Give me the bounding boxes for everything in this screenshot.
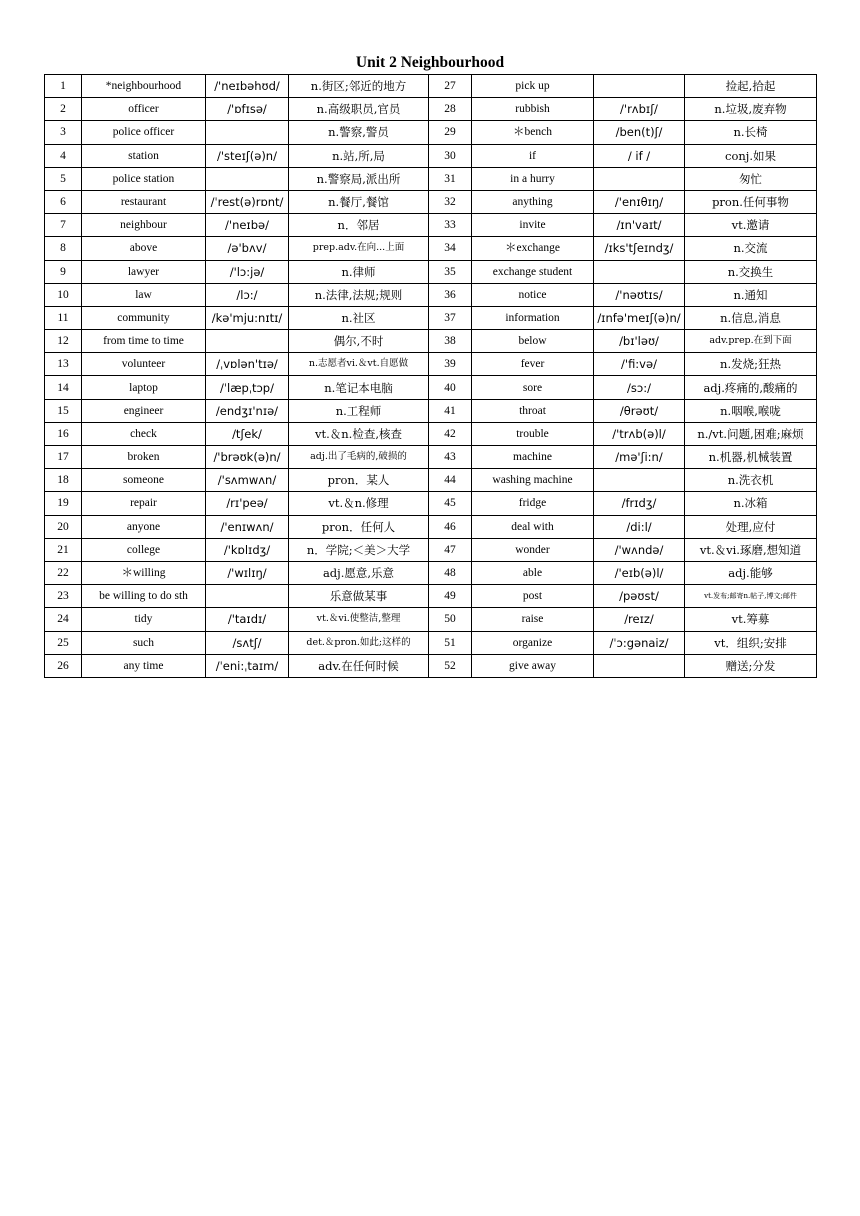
entry-phonetic: /ˈrest(ə)rɒnt/: [206, 190, 289, 213]
entry-meaning: 捡起,拾起: [685, 75, 817, 98]
entry-word: ＊willing: [82, 561, 206, 584]
entry-meaning: n.洗衣机: [685, 469, 817, 492]
table-row: [45, 446, 817, 469]
entry-meaning: prep.adv.在向...上面: [289, 237, 429, 260]
entry-meaning: n.站,所,局: [289, 144, 429, 167]
table-row: [45, 515, 817, 538]
entry-meaning: vt.＆vi.使整洁,整理: [289, 608, 429, 631]
entry-meaning: 匆忙: [685, 167, 817, 190]
entry-word: engineer: [82, 399, 206, 422]
entry-meaning: n.信息,消息: [685, 306, 817, 329]
entry-word: laptop: [82, 376, 206, 399]
entry-phonetic: /'ɒfɪsə/: [206, 98, 289, 121]
entry-phonetic: /'steɪʃ(ə)n/: [206, 144, 289, 167]
entry-meaning: vt.邀请: [685, 214, 817, 237]
table-row: [45, 190, 817, 213]
entry-meaning: n.警察,警员: [289, 121, 429, 144]
entry-meaning: n.机器,机械装置: [685, 446, 817, 469]
entry-phonetic: /ˈeni:ˌtaɪm/: [206, 654, 289, 677]
entry-meaning: vt.发布;邮寄n.帖子,博文;邮件: [685, 585, 817, 608]
table-row: [45, 399, 817, 422]
entry-meaning: n.社区: [289, 306, 429, 329]
table-row: [45, 492, 817, 515]
entry-number: 1: [45, 75, 82, 98]
entry-word: deal with: [472, 515, 594, 538]
entry-word: fever: [472, 353, 594, 376]
table-row: [45, 121, 817, 144]
table-row: [45, 283, 817, 306]
entry-word: in a hurry: [472, 167, 594, 190]
table-row: [45, 214, 817, 237]
entry-word: tidy: [82, 608, 206, 631]
table-row: [45, 585, 817, 608]
entry-phonetic: /reɪz/: [594, 608, 685, 631]
entry-word: such: [82, 631, 206, 654]
entry-meaning: 处理,应付: [685, 515, 817, 538]
entry-word: someone: [82, 469, 206, 492]
entry-phonetic: /'fi:və/: [594, 353, 685, 376]
entry-number: 2: [45, 98, 82, 121]
entry-phonetic: /θrəʊt/: [594, 399, 685, 422]
entry-meaning: n．邻居: [289, 214, 429, 237]
entry-number: 3: [45, 121, 82, 144]
entry-phonetic: /frɪdʒ/: [594, 492, 685, 515]
entry-word: check: [82, 422, 206, 445]
entry-number: 4: [45, 144, 82, 167]
entry-number: 36: [429, 283, 472, 306]
entry-word: *neighbourhood: [82, 75, 206, 98]
table-row: [45, 538, 817, 561]
entry-phonetic: /'sʌmwʌn/: [206, 469, 289, 492]
entry-phonetic: / if /: [594, 144, 685, 167]
entry-meaning: n.长椅: [685, 121, 817, 144]
entry-number: 26: [45, 654, 82, 677]
entry-word: above: [82, 237, 206, 260]
entry-number: 15: [45, 399, 82, 422]
entry-word: notice: [472, 283, 594, 306]
entry-meaning: n.发烧;狂热: [685, 353, 817, 376]
entry-phonetic: [206, 330, 289, 353]
entry-meaning: n./vt.问题,困难;麻烦: [685, 422, 817, 445]
entry-meaning: vt.＆n.修理: [289, 492, 429, 515]
entry-word: community: [82, 306, 206, 329]
entry-word: broken: [82, 446, 206, 469]
table-row: [45, 353, 817, 376]
entry-number: 33: [429, 214, 472, 237]
entry-phonetic: /ɪks'tʃeɪndʒ/: [594, 237, 685, 260]
entry-number: 11: [45, 306, 82, 329]
entry-phonetic: [594, 260, 685, 283]
table-row: [45, 167, 817, 190]
entry-phonetic: /kə'mju:nɪtɪ/: [206, 306, 289, 329]
entry-phonetic: [594, 167, 685, 190]
entry-number: 35: [429, 260, 472, 283]
entry-phonetic: /ˈɔ:gənaiz/: [594, 631, 685, 654]
entry-phonetic: /sɔ:/: [594, 376, 685, 399]
entry-number: 39: [429, 353, 472, 376]
entry-phonetic: /ˈlæpˌtɔp/: [206, 376, 289, 399]
entry-number: 30: [429, 144, 472, 167]
entry-number: 40: [429, 376, 472, 399]
entry-word: post: [472, 585, 594, 608]
entry-phonetic: /'enɪθɪŋ/: [594, 190, 685, 213]
table-row: [45, 75, 817, 98]
entry-phonetic: /ben(t)ʃ/: [594, 121, 685, 144]
entry-word: trouble: [472, 422, 594, 445]
entry-number: 12: [45, 330, 82, 353]
entry-number: 34: [429, 237, 472, 260]
entry-word: exchange student: [472, 260, 594, 283]
entry-meaning: pron．某人: [289, 469, 429, 492]
entry-number: 20: [45, 515, 82, 538]
entry-meaning: n.街区;邻近的地方: [289, 75, 429, 98]
entry-meaning: adv.在任何时候: [289, 654, 429, 677]
entry-number: 37: [429, 306, 472, 329]
entry-meaning: det.＆pron.如此;这样的: [289, 631, 429, 654]
entry-meaning: 乐意做某事: [289, 585, 429, 608]
entry-meaning: n.志愿者vi.＆vt.自愿做: [289, 353, 429, 376]
entry-meaning: n.高级职员,官员: [289, 98, 429, 121]
entry-meaning: n.咽喉,喉咙: [685, 399, 817, 422]
entry-meaning: n.工程师: [289, 399, 429, 422]
entry-number: 23: [45, 585, 82, 608]
entry-word: rubbish: [472, 98, 594, 121]
entry-meaning: adj.能够: [685, 561, 817, 584]
entry-number: 13: [45, 353, 82, 376]
entry-phonetic: /sʌtʃ/: [206, 631, 289, 654]
entry-number: 41: [429, 399, 472, 422]
entry-meaning: n.笔记本电脑: [289, 376, 429, 399]
table-row: [45, 260, 817, 283]
entry-phonetic: /rɪ'peə/: [206, 492, 289, 515]
entry-phonetic: /'lɔ:jə/: [206, 260, 289, 283]
entry-number: 46: [429, 515, 472, 538]
entry-meaning: n．学院;＜美＞大学: [289, 538, 429, 561]
entry-word: able: [472, 561, 594, 584]
entry-phonetic: /'nəʊtɪs/: [594, 283, 685, 306]
entry-word: information: [472, 306, 594, 329]
entry-phonetic: /'neɪbəhʊd/: [206, 75, 289, 98]
entry-number: 47: [429, 538, 472, 561]
entry-number: 10: [45, 283, 82, 306]
table-row: [45, 422, 817, 445]
entry-phonetic: /ɪn'vaɪt/: [594, 214, 685, 237]
entry-meaning: conj.如果: [685, 144, 817, 167]
entry-number: 48: [429, 561, 472, 584]
entry-phonetic: /mə'ʃi:n/: [594, 446, 685, 469]
entry-phonetic: /pəʊst/: [594, 585, 685, 608]
entry-number: 51: [429, 631, 472, 654]
entry-number: 5: [45, 167, 82, 190]
entry-meaning: vt.＆vi.琢磨,想知道: [685, 538, 817, 561]
entry-number: 25: [45, 631, 82, 654]
page-title: Unit 2 Neighbourhood: [355, 54, 505, 71]
entry-meaning: 赠送;分发: [685, 654, 817, 677]
entry-meaning: n.垃圾,废弃物: [685, 98, 817, 121]
entry-number: 42: [429, 422, 472, 445]
entry-meaning: n.法律,法规;规则: [289, 283, 429, 306]
entry-phonetic: [594, 654, 685, 677]
entry-word: law: [82, 283, 206, 306]
entry-phonetic: /di:l/: [594, 515, 685, 538]
entry-phonetic: /'brəʊk(ə)n/: [206, 446, 289, 469]
vocabulary-table: [44, 74, 817, 678]
entry-word: be willing to do sth: [82, 585, 206, 608]
entry-phonetic: /'neɪbə/: [206, 214, 289, 237]
entry-phonetic: /'rʌbɪʃ/: [594, 98, 685, 121]
entry-word: police station: [82, 167, 206, 190]
entry-number: 17: [45, 446, 82, 469]
table-row: [45, 330, 817, 353]
entry-meaning: 偶尔,不时: [289, 330, 429, 353]
entry-number: 27: [429, 75, 472, 98]
entry-number: 6: [45, 190, 82, 213]
entry-word: machine: [472, 446, 594, 469]
entry-word: station: [82, 144, 206, 167]
entry-number: 38: [429, 330, 472, 353]
entry-number: 24: [45, 608, 82, 631]
entry-word: officer: [82, 98, 206, 121]
table-row: [45, 237, 817, 260]
entry-phonetic: /ɪnfə'meɪʃ(ə)n/: [594, 306, 685, 329]
entry-word: from time to time: [82, 330, 206, 353]
entry-meaning: adv.prep.在到下面: [685, 330, 817, 353]
entry-phonetic: /'taɪdɪ/: [206, 608, 289, 631]
entry-phonetic: [206, 585, 289, 608]
entry-number: 43: [429, 446, 472, 469]
entry-meaning: adj.愿意,乐意: [289, 561, 429, 584]
table-row: [45, 608, 817, 631]
entry-phonetic: /ˌvɒlən'tɪə/: [206, 353, 289, 376]
entry-phonetic: [206, 167, 289, 190]
entry-meaning: adj.疼痛的,酸痛的: [685, 376, 817, 399]
entry-word: anyone: [82, 515, 206, 538]
entry-word: ＊bench: [472, 121, 594, 144]
entry-word: give away: [472, 654, 594, 677]
entry-word: throat: [472, 399, 594, 422]
entry-phonetic: [594, 469, 685, 492]
table-row: [45, 631, 817, 654]
entry-phonetic: /ə'bʌv/: [206, 237, 289, 260]
entry-word: organize: [472, 631, 594, 654]
entry-word: raise: [472, 608, 594, 631]
entry-word: invite: [472, 214, 594, 237]
entry-word: ＊exchange: [472, 237, 594, 260]
table-row: [45, 306, 817, 329]
entry-number: 45: [429, 492, 472, 515]
entry-phonetic: /'trʌb(ə)l/: [594, 422, 685, 445]
entry-number: 49: [429, 585, 472, 608]
entry-meaning: adj.出了毛病的,破损的: [289, 446, 429, 469]
table-row: [45, 561, 817, 584]
entry-meaning: pron.任何事物: [685, 190, 817, 213]
entry-word: neighbour: [82, 214, 206, 237]
vocabulary-table-body: [45, 75, 817, 678]
entry-number: 50: [429, 608, 472, 631]
entry-word: fridge: [472, 492, 594, 515]
entry-meaning: vt.＆n.检查,核查: [289, 422, 429, 445]
entry-meaning: n.警察局,派出所: [289, 167, 429, 190]
entry-number: 16: [45, 422, 82, 445]
entry-number: 31: [429, 167, 472, 190]
entry-word: washing machine: [472, 469, 594, 492]
entry-word: repair: [82, 492, 206, 515]
table-row: [45, 376, 817, 399]
entry-phonetic: /'eɪb(ə)l/: [594, 561, 685, 584]
entry-phonetic: /'enɪwʌn/: [206, 515, 289, 538]
entry-word: below: [472, 330, 594, 353]
entry-phonetic: /endʒɪ'nɪə/: [206, 399, 289, 422]
entry-phonetic: /'wɪlɪŋ/: [206, 561, 289, 584]
entry-word: lawyer: [82, 260, 206, 283]
entry-number: 14: [45, 376, 82, 399]
entry-number: 52: [429, 654, 472, 677]
entry-word: any time: [82, 654, 206, 677]
table-row: [45, 469, 817, 492]
entry-meaning: pron．任何人: [289, 515, 429, 538]
entry-number: 21: [45, 538, 82, 561]
entry-meaning: n.通知: [685, 283, 817, 306]
entry-phonetic: /bɪ'ləʊ/: [594, 330, 685, 353]
entry-number: 9: [45, 260, 82, 283]
entry-word: restaurant: [82, 190, 206, 213]
entry-meaning: n.交换生: [685, 260, 817, 283]
entry-number: 7: [45, 214, 82, 237]
entry-number: 32: [429, 190, 472, 213]
table-row: [45, 98, 817, 121]
table-row: [45, 654, 817, 677]
entry-phonetic: /'kɒlɪdʒ/: [206, 538, 289, 561]
entry-word: pick up: [472, 75, 594, 98]
entry-number: 44: [429, 469, 472, 492]
entry-phonetic: /tʃek/: [206, 422, 289, 445]
entry-word: wonder: [472, 538, 594, 561]
entry-meaning: vt.筹募: [685, 608, 817, 631]
entry-phonetic: [594, 75, 685, 98]
entry-number: 19: [45, 492, 82, 515]
entry-word: anything: [472, 190, 594, 213]
entry-meaning: n.冰箱: [685, 492, 817, 515]
entry-meaning: n.餐厅,餐馆: [289, 190, 429, 213]
entry-meaning: vt．组织;安排: [685, 631, 817, 654]
entry-number: 18: [45, 469, 82, 492]
table-row: [45, 144, 817, 167]
entry-word: college: [82, 538, 206, 561]
entry-number: 28: [429, 98, 472, 121]
entry-meaning: n.交流: [685, 237, 817, 260]
entry-phonetic: /lɔ:/: [206, 283, 289, 306]
entry-phonetic: [206, 121, 289, 144]
entry-number: 29: [429, 121, 472, 144]
entry-word: police officer: [82, 121, 206, 144]
entry-meaning: n.律师: [289, 260, 429, 283]
entry-word: if: [472, 144, 594, 167]
entry-number: 22: [45, 561, 82, 584]
entry-word: sore: [472, 376, 594, 399]
entry-word: volunteer: [82, 353, 206, 376]
entry-number: 8: [45, 237, 82, 260]
entry-phonetic: /'wʌndə/: [594, 538, 685, 561]
